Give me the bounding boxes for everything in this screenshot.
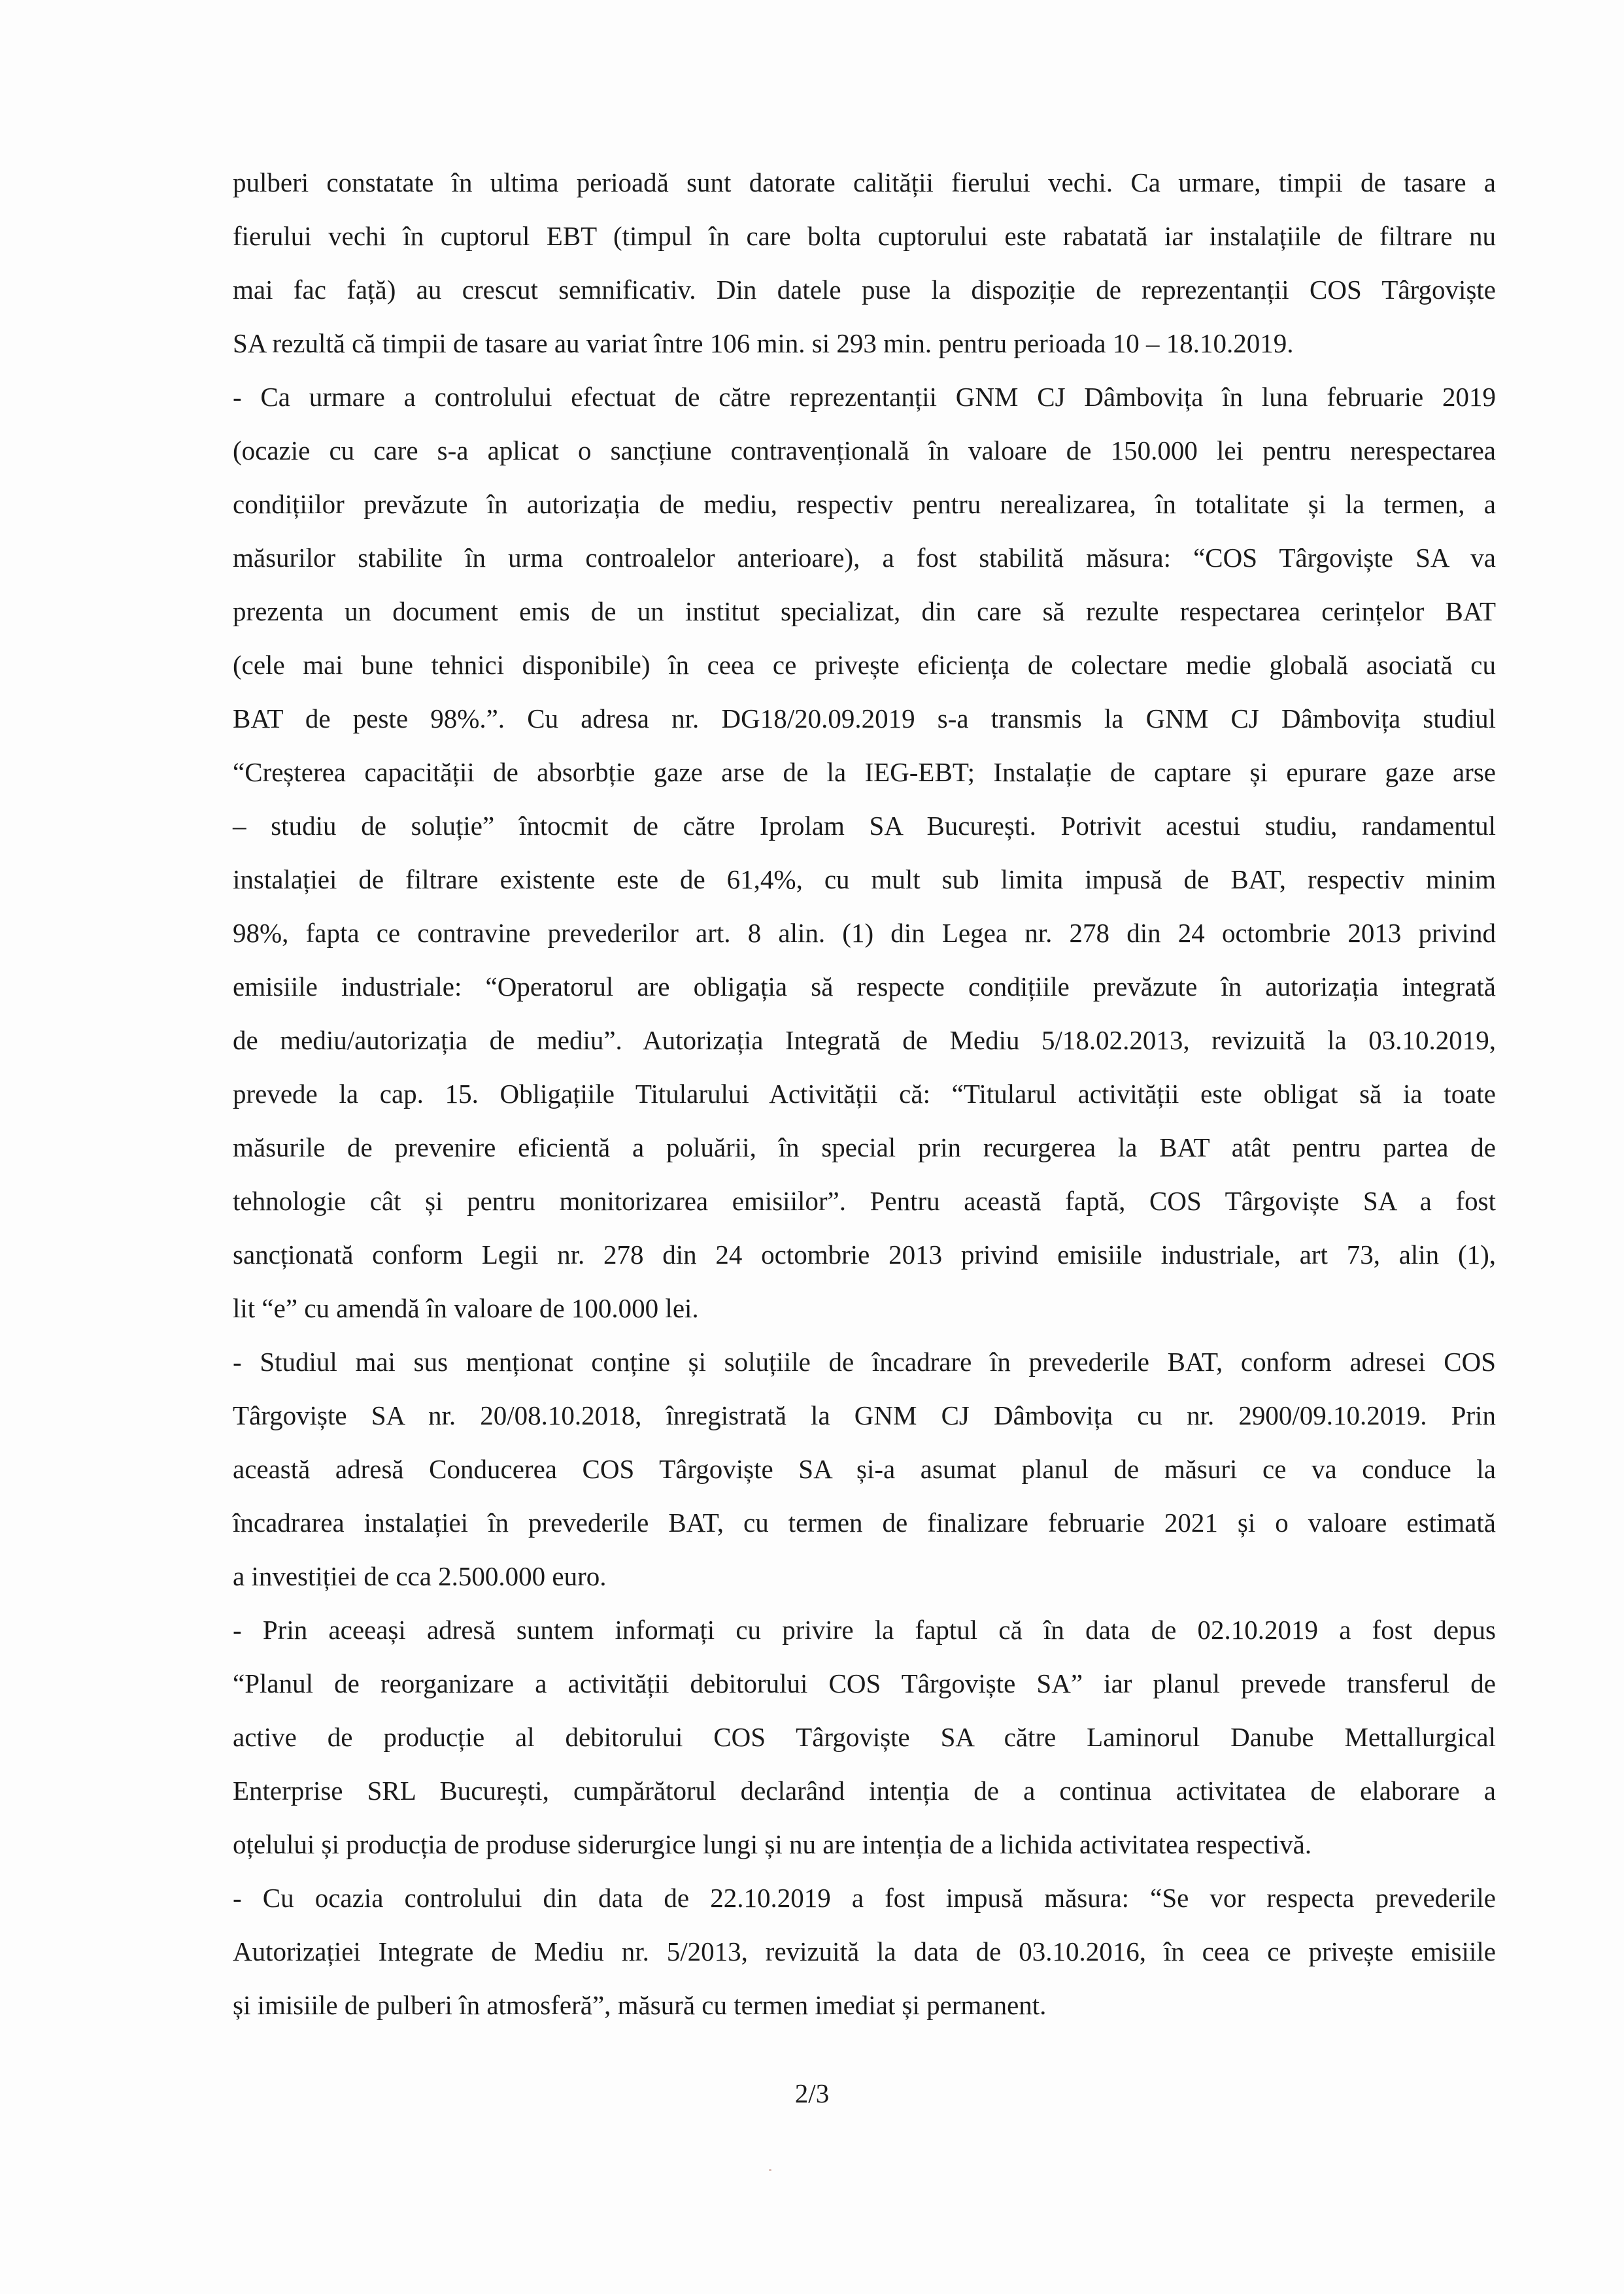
- text-line: condițiilor prevăzute în autorizația de mediu, respectiv pentru nerealizarea, în totalitate și la termen, a: [233, 489, 1496, 519]
- text-line: măsurilor stabilite în urma controalelor anterioare), a fost stabilită măsura: “COS Târgoviște SA va: [233, 543, 1496, 573]
- text-line: (cele mai bune tehnici disponibile) în ceea ce privește eficiența de colectare medie globală asociată cu: [233, 650, 1496, 680]
- text-line: pulberi constatate în ultima perioadă sunt datorate calității fierului vechi. Ca urmare, timpii de tasare a: [233, 167, 1496, 197]
- text-line: Enterprise SRL București, cumpărătorul declarând intenția de a continua activitatea de elaborare a: [233, 1776, 1496, 1806]
- text-line: - Cu ocazia controlului din data de 22.10.2019 a fost impusă măsura: “Se vor respecta prevederile: [233, 1883, 1496, 1913]
- text-line: de mediu/autorizația de mediu”. Autorizația Integrată de Mediu 5/18.02.2013, revizuită la 03.10.2019,: [233, 1025, 1496, 1055]
- text-line: (ocazie cu care s-a aplicat o sancțiune contravențională în valoare de 150.000 lei pentru nerespectarea: [233, 435, 1496, 465]
- paragraph: [233, 370, 1496, 1335]
- text-line: oțelului și producția de produse siderurgice lungi și nu are intenția de a lichida activitatea respectivă.: [233, 1829, 1312, 1859]
- text-line: emisiile industriale: “Operatorul are obligația să respecte condițiile prevăzute în autorizația integrată: [233, 971, 1496, 1002]
- text-line: - Prin aceeași adresă suntem informați cu privire la faptul că în data de 02.10.2019 a fost depus: [233, 1615, 1496, 1645]
- text-line: Târgoviște SA nr. 20/08.10.2018, înregistrată la GNM CJ Dâmbovița cu nr. 2900/09.10.2019. Prin: [233, 1400, 1496, 1430]
- paragraph: [233, 1871, 1496, 2032]
- text-line: sancționată conform Legii nr. 278 din 24 octombrie 2013 privind emisiile industriale, art 73, alin (1),: [233, 1240, 1496, 1270]
- text-line: măsurile de prevenire eficientă a poluării, în special prin recurgerea la BAT atât pentru partea de: [233, 1132, 1496, 1162]
- text-line: încadrarea instalației în prevederile BAT, cu termen de finalizare februarie 2021 și o valoare estimată: [233, 1508, 1496, 1538]
- text-line: - Studiul mai sus menționat conține și soluțiile de încadrare în prevederile BAT, conform adresei COS: [233, 1347, 1496, 1377]
- page-number: 2/3: [794, 2078, 830, 2108]
- paragraph: [233, 1335, 1496, 1603]
- text-line: a investiției de cca 2.500.000 euro.: [233, 1561, 607, 1591]
- text-line: active de producție al debitorului COS Târgoviște SA către Laminorul Danube Mettallurgical: [233, 1722, 1496, 1752]
- text-line: Autorizației Integrate de Mediu nr. 5/2013, revizuită la data de 03.10.2016, în ceea ce privește emisiile: [233, 1936, 1496, 1966]
- text-line: 98%, fapta ce contravine prevederilor art. 8 alin. (1) din Legea nr. 278 din 24 octombrie 2013 privind: [233, 918, 1496, 948]
- text-line: lit “e” cu amendă în valoare de 100.000 lei.: [233, 1293, 699, 1323]
- text-line: această adresă Conducerea COS Târgoviște SA și-a asumat planul de măsuri ce va conduce la: [233, 1454, 1496, 1484]
- paragraph: [233, 156, 1496, 370]
- text-line: prezenta un document emis de un institut specializat, din care să rezulte respectarea cerințelor BAT: [233, 596, 1496, 626]
- text-line: prevede la cap. 15. Obligațiile Titularului Activității că: “Titularul activității este obligat să ia toate: [233, 1079, 1496, 1109]
- text-line: mai fac față) au crescut semnificativ. Din datele puse la dispoziție de reprezentanții COS Târgoviște: [233, 275, 1496, 305]
- text-line: SA rezultă că timpii de tasare au variat între 106 min. si 293 min. pentru perioada 10 – 18.10.2019.: [233, 328, 1294, 358]
- text-line: - Ca urmare a controlului efectuat de către reprezentanții GNM CJ Dâmbovița în luna februarie 2019: [233, 382, 1496, 412]
- text-line: BAT de peste 98%.”. Cu adresa nr. DG18/20.09.2019 s-a transmis la GNM CJ Dâmbovița studiul: [233, 703, 1496, 734]
- document-body: [233, 156, 1496, 2032]
- paragraph: [233, 1603, 1496, 1871]
- scan-speck: [769, 2169, 771, 2171]
- text-line: și imisiile de pulberi în atmosferă”, măsură cu termen imediat și permanent.: [233, 1990, 1047, 2020]
- text-line: fierului vechi în cuptorul EBT (timpul în care bolta cuptorului este rabatată iar instalațiile de filtrare nu: [233, 221, 1496, 251]
- text-line: “Planul de reorganizare a activității debitorului COS Târgoviște SA” iar planul prevede transferul de: [233, 1668, 1496, 1698]
- text-line: – studiu de soluție” întocmit de către Iprolam SA București. Potrivit acestui studiu, randamentul: [233, 811, 1496, 841]
- text-line: tehnologie cât și pentru monitorizarea emisiilor”. Pentru această faptă, COS Târgoviște SA a fost: [233, 1186, 1496, 1216]
- text-line: “Creșterea capacității de absorbție gaze arse de la IEG-EBT; Instalație de captare și epurare gaze arse: [233, 757, 1496, 787]
- text-line: instalației de filtrare existente este de 61,4%, cu mult sub limita impusă de BAT, respectiv minim: [233, 864, 1496, 894]
